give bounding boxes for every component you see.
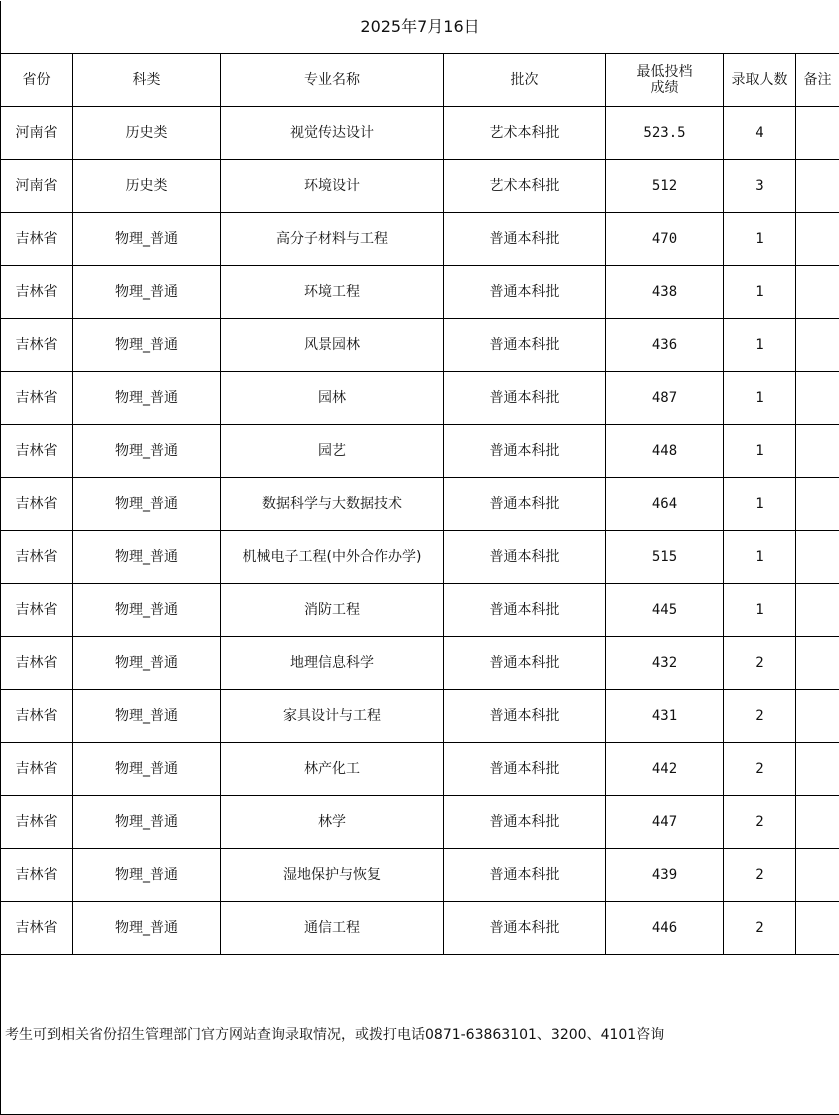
table-row	[1, 796, 839, 849]
cell-min-score: 523.5	[606, 107, 724, 160]
cell-admitted: 1	[724, 531, 796, 584]
cell-major: 数据科学与大数据技术	[221, 478, 444, 531]
cell-remarks	[796, 531, 839, 584]
cell-batch: 普通本科批	[444, 425, 606, 478]
cell-category: 物理_普通	[73, 372, 221, 425]
table-row	[1, 266, 839, 319]
cell-major: 林产化工	[221, 743, 444, 796]
cell-major: 机械电子工程(中外合作办学)	[221, 531, 444, 584]
cell-category: 物理_普通	[73, 637, 221, 690]
header-category: 科类	[73, 54, 221, 107]
table-row	[1, 584, 839, 637]
cell-category: 物理_普通	[73, 584, 221, 637]
table-row	[1, 372, 839, 425]
cell-major: 园艺	[221, 425, 444, 478]
header-major: 专业名称	[221, 54, 444, 107]
cell-province: 吉林省	[1, 213, 73, 266]
cell-remarks	[796, 160, 839, 213]
header-remarks: 备注	[796, 54, 839, 107]
header-min-score-line2: 成绩	[651, 80, 679, 96]
cell-min-score: 442	[606, 743, 724, 796]
table-row	[1, 213, 839, 266]
cell-min-score: 448	[606, 425, 724, 478]
cell-province: 河南省	[1, 107, 73, 160]
cell-batch: 普通本科批	[444, 637, 606, 690]
cell-admitted: 1	[724, 266, 796, 319]
footer-cell	[1, 955, 839, 1115]
cell-batch: 普通本科批	[444, 796, 606, 849]
cell-category: 物理_普通	[73, 531, 221, 584]
table-row	[1, 478, 839, 531]
cell-major: 园林	[221, 372, 444, 425]
cell-admitted: 1	[724, 319, 796, 372]
header-min-score-line1: 最低投档	[637, 64, 693, 80]
cell-remarks	[796, 584, 839, 637]
cell-admitted: 1	[724, 213, 796, 266]
cell-major: 环境设计	[221, 160, 444, 213]
cell-remarks	[796, 849, 839, 902]
cell-category: 物理_普通	[73, 690, 221, 743]
table-row	[1, 743, 839, 796]
cell-min-score: 436	[606, 319, 724, 372]
table-row	[1, 160, 839, 213]
cell-batch: 普通本科批	[444, 372, 606, 425]
table-row	[1, 107, 839, 160]
cell-province: 吉林省	[1, 478, 73, 531]
cell-province: 吉林省	[1, 319, 73, 372]
cell-major: 高分子材料与工程	[221, 213, 444, 266]
cell-category: 历史类	[73, 160, 221, 213]
cell-min-score: 512	[606, 160, 724, 213]
cell-province: 河南省	[1, 160, 73, 213]
cell-province: 吉林省	[1, 531, 73, 584]
cell-admitted: 3	[724, 160, 796, 213]
table-title: 2025年7月16日	[1, 1, 839, 54]
cell-admitted: 1	[724, 425, 796, 478]
cell-category: 物理_普通	[73, 266, 221, 319]
cell-remarks	[796, 902, 839, 955]
cell-batch: 普通本科批	[444, 690, 606, 743]
cell-batch: 艺术本科批	[444, 107, 606, 160]
cell-batch: 普通本科批	[444, 478, 606, 531]
cell-major: 环境工程	[221, 266, 444, 319]
cell-remarks	[796, 213, 839, 266]
cell-remarks	[796, 690, 839, 743]
cell-category: 物理_普通	[73, 319, 221, 372]
cell-min-score: 447	[606, 796, 724, 849]
cell-category: 物理_普通	[73, 425, 221, 478]
cell-batch: 普通本科批	[444, 849, 606, 902]
cell-province: 吉林省	[1, 902, 73, 955]
footer-note: 考生可到相关省份招生管理部门官方网站查询录取情况，或拨打电话0871-63863101、3200、4101咨询	[1, 1026, 839, 1044]
cell-major: 家具设计与工程	[221, 690, 444, 743]
cell-min-score: 438	[606, 266, 724, 319]
cell-major: 通信工程	[221, 902, 444, 955]
cell-province: 吉林省	[1, 849, 73, 902]
cell-batch: 普通本科批	[444, 266, 606, 319]
cell-admitted: 2	[724, 743, 796, 796]
cell-batch: 普通本科批	[444, 319, 606, 372]
cell-min-score: 445	[606, 584, 724, 637]
cell-admitted: 2	[724, 849, 796, 902]
cell-min-score: 470	[606, 213, 724, 266]
table-row	[1, 849, 839, 902]
cell-admitted: 2	[724, 902, 796, 955]
cell-province: 吉林省	[1, 372, 73, 425]
header-min-score	[606, 54, 724, 107]
cell-province: 吉林省	[1, 690, 73, 743]
table-row	[1, 690, 839, 743]
cell-remarks	[796, 796, 839, 849]
cell-remarks	[796, 266, 839, 319]
cell-province: 吉林省	[1, 425, 73, 478]
cell-province: 吉林省	[1, 743, 73, 796]
cell-min-score: 432	[606, 637, 724, 690]
header-admitted: 录取人数	[724, 54, 796, 107]
cell-min-score: 446	[606, 902, 724, 955]
table-row	[1, 531, 839, 584]
cell-major: 风景园林	[221, 319, 444, 372]
cell-category: 历史类	[73, 107, 221, 160]
header-batch: 批次	[444, 54, 606, 107]
cell-batch: 艺术本科批	[444, 160, 606, 213]
cell-remarks	[796, 372, 839, 425]
cell-major: 视觉传达设计	[221, 107, 444, 160]
cell-batch: 普通本科批	[444, 584, 606, 637]
cell-min-score: 439	[606, 849, 724, 902]
cell-category: 物理_普通	[73, 902, 221, 955]
footer-row	[1, 955, 839, 1115]
table-row	[1, 319, 839, 372]
cell-min-score: 487	[606, 372, 724, 425]
cell-batch: 普通本科批	[444, 531, 606, 584]
cell-admitted: 1	[724, 372, 796, 425]
cell-admitted: 2	[724, 637, 796, 690]
cell-category: 物理_普通	[73, 213, 221, 266]
cell-major: 林学	[221, 796, 444, 849]
cell-remarks	[796, 425, 839, 478]
cell-province: 吉林省	[1, 584, 73, 637]
header-row	[1, 54, 839, 107]
cell-province: 吉林省	[1, 266, 73, 319]
cell-admitted: 1	[724, 584, 796, 637]
table-row	[1, 637, 839, 690]
cell-admitted: 4	[724, 107, 796, 160]
cell-remarks	[796, 743, 839, 796]
cell-batch: 普通本科批	[444, 743, 606, 796]
cell-batch: 普通本科批	[444, 902, 606, 955]
cell-major: 地理信息科学	[221, 637, 444, 690]
cell-province: 吉林省	[1, 796, 73, 849]
cell-remarks	[796, 107, 839, 160]
cell-admitted: 1	[724, 478, 796, 531]
cell-remarks	[796, 478, 839, 531]
cell-admitted: 2	[724, 796, 796, 849]
cell-min-score: 464	[606, 478, 724, 531]
cell-admitted: 2	[724, 690, 796, 743]
header-province: 省份	[1, 54, 73, 107]
cell-category: 物理_普通	[73, 796, 221, 849]
cell-remarks	[796, 637, 839, 690]
cell-min-score: 515	[606, 531, 724, 584]
cell-category: 物理_普通	[73, 743, 221, 796]
cell-remarks	[796, 319, 839, 372]
cell-province: 吉林省	[1, 637, 73, 690]
cell-min-score: 431	[606, 690, 724, 743]
cell-category: 物理_普通	[73, 849, 221, 902]
cell-major: 消防工程	[221, 584, 444, 637]
table-row	[1, 425, 839, 478]
cell-major: 湿地保护与恢复	[221, 849, 444, 902]
cell-category: 物理_普通	[73, 478, 221, 531]
table-row	[1, 902, 839, 955]
cell-batch: 普通本科批	[444, 213, 606, 266]
